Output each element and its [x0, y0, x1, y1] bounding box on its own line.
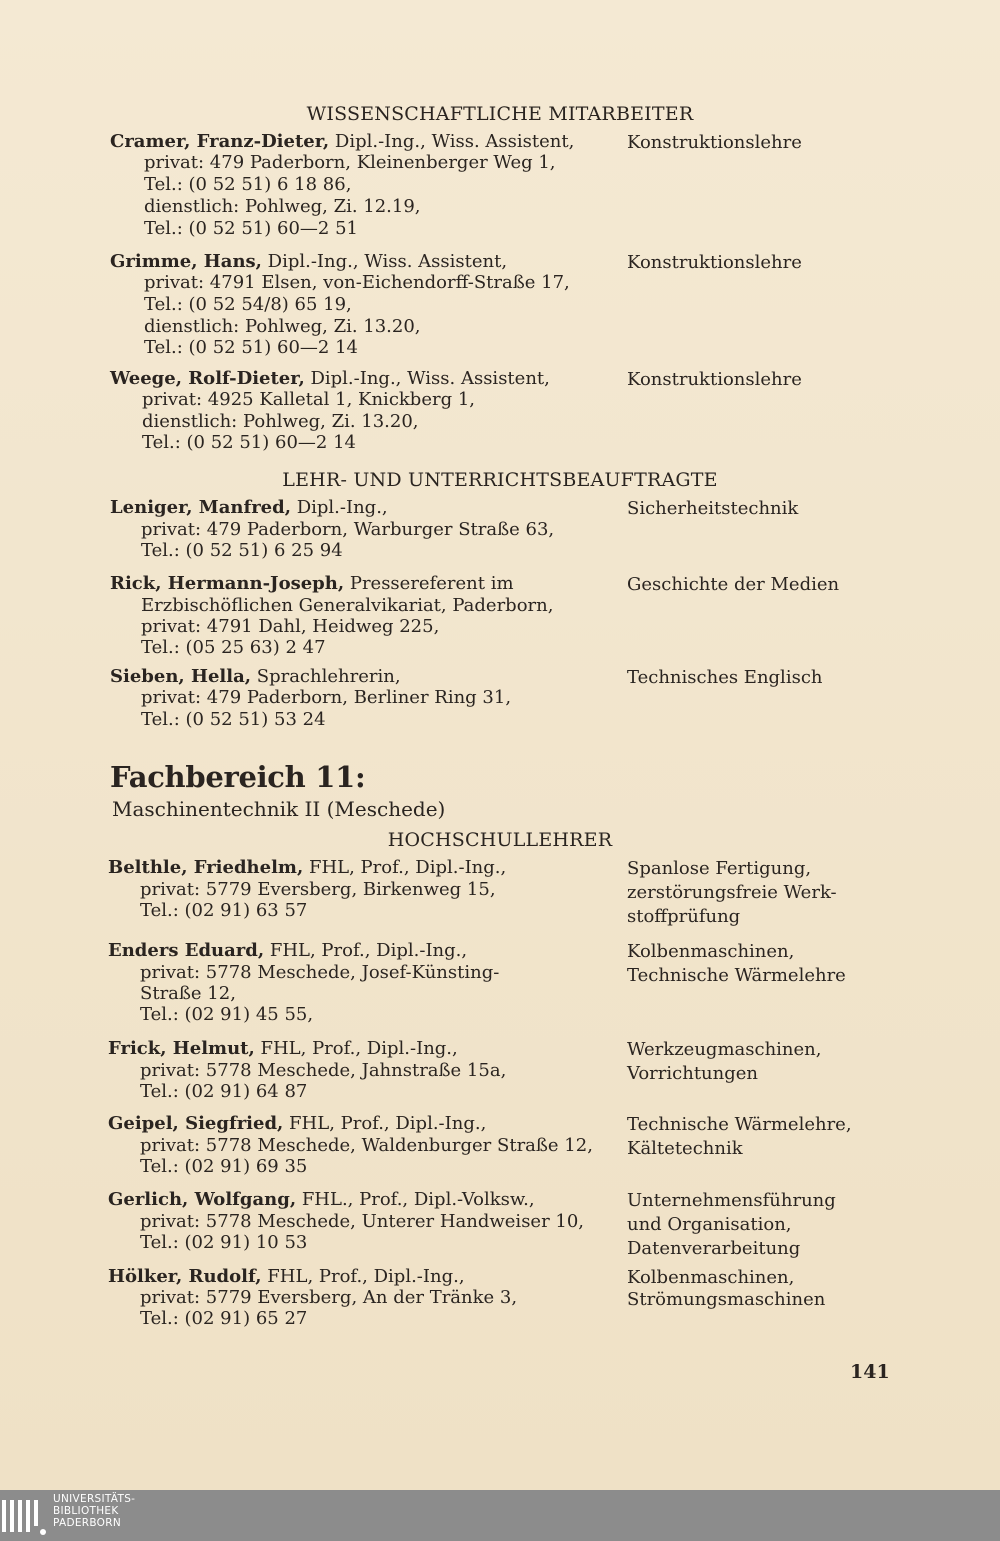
subject: Unternehmensführung: [627, 1190, 836, 1211]
subject: Strömungsmaschinen: [627, 1289, 826, 1310]
entry-line: Tel.: (02 91) 63 57: [140, 900, 308, 921]
subject: Spanlose Fertigung,: [627, 858, 812, 879]
entry-first-line: Enders Eduard, FHL, Prof., Dipl.-Ing.,: [108, 940, 468, 961]
fachbereich-title: Fachbereich 11:: [110, 760, 366, 794]
entry-first-line: Grimme, Hans, Dipl.-Ing., Wiss. Assistent,: [110, 251, 508, 272]
entry-line: privat: 5778 Meschede, Jahnstraße 15a,: [140, 1060, 507, 1081]
person-name: Weege, Rolf-Dieter,: [110, 368, 305, 389]
person-name: Leniger, Manfred,: [110, 497, 291, 518]
library-logo-icon: [2, 1496, 46, 1536]
subject: Datenverarbeitung: [627, 1238, 801, 1259]
person-name: Enders Eduard,: [108, 940, 265, 961]
entry-line: privat: 4925 Kalletal 1, Knickberg 1,: [142, 389, 475, 410]
entry-line: privat: 5778 Meschede, Josef-Künsting-: [140, 962, 500, 983]
entry-line: Tel.: (0 52 51) 53 24: [141, 709, 326, 730]
subject: Vorrichtungen: [627, 1063, 759, 1084]
entry-line: privat: 479 Paderborn, Warburger Straße 63,: [141, 519, 555, 540]
person-name: Cramer, Franz-Dieter,: [110, 131, 330, 152]
entry-line: privat: 479 Paderborn, Berliner Ring 31,: [141, 687, 512, 708]
entry-first-line: Frick, Helmut, FHL, Prof., Dipl.-Ing.,: [108, 1038, 458, 1059]
subject: Technische Wärmelehre: [627, 965, 846, 986]
entry-line: Tel.: (0 52 51) 60—2 51: [144, 218, 358, 239]
subject: Werkzeugmaschinen,: [627, 1039, 822, 1060]
subject: Geschichte der Medien: [627, 574, 840, 595]
subject: Sicherheitstechnik: [627, 498, 799, 519]
entry-line: Tel.: (0 52 51) 6 18 86,: [144, 174, 352, 195]
entry-line: Tel.: (02 91) 69 35: [140, 1156, 308, 1177]
entry-first-line: Sieben, Hella, Sprachlehrerin,: [110, 666, 401, 687]
entry-line: Erzbischöflichen Generalvikariat, Paderborn,: [141, 595, 554, 616]
entry-line: dienstlich: Pohlweg, Zi. 12.19,: [144, 196, 421, 217]
entry-line: privat: 4791 Dahl, Heidweg 225,: [141, 616, 440, 637]
fachbereich-subtitle: Maschinentechnik II (Meschede): [112, 797, 446, 821]
person-name: Belthle, Friedhelm,: [108, 857, 304, 878]
entry-first-line: Weege, Rolf-Dieter, Dipl.-Ing., Wiss. Assistent,: [110, 368, 550, 389]
entry-line: Tel.: (02 91) 45 55,: [140, 1004, 314, 1025]
entry-line: Tel.: (0 52 54/8) 65 19,: [144, 294, 352, 315]
entry-line: privat: 5778 Meschede, Waldenburger Straße 12,: [140, 1135, 593, 1156]
person-name: Frick, Helmut,: [108, 1038, 255, 1059]
entry-first-line: Geipel, Siegfried, FHL, Prof., Dipl.-Ing.,: [108, 1113, 487, 1134]
entry-line: privat: 5779 Eversberg, Birkenweg 15,: [140, 879, 496, 900]
entry-line: Tel.: (05 25 63) 2 47: [141, 637, 326, 658]
library-footer-bar: [0, 1490, 1000, 1541]
entry-line: Tel.: (02 91) 64 87: [140, 1081, 308, 1102]
subject: Kältetechnik: [627, 1138, 743, 1159]
subject: Kolbenmaschinen,: [627, 1267, 795, 1288]
library-logo-text: UNIVERSITÄTS- BIBLIOTHEK PADERBORN: [53, 1493, 136, 1529]
entry-line: Tel.: (02 91) 65 27: [140, 1308, 308, 1329]
entry-first-line: Leniger, Manfred, Dipl.-Ing.,: [110, 497, 388, 518]
entry-first-line: Belthle, Friedhelm, FHL, Prof., Dipl.-Ing.,: [108, 857, 507, 878]
subject: zerstörungsfreie Werk-: [627, 882, 837, 903]
entry-line: Tel.: (0 52 51) 60—2 14: [144, 337, 358, 358]
subject: Kolbenmaschinen,: [627, 941, 795, 962]
subject: Technisches Englisch: [627, 667, 823, 688]
entry-first-line: Cramer, Franz-Dieter, Dipl.-Ing., Wiss. Assistent,: [110, 131, 575, 152]
entry-line: privat: 5779 Eversberg, An der Tränke 3,: [140, 1287, 518, 1308]
section-heading-wiss: WISSENSCHAFTLICHE MITARBEITER: [306, 103, 694, 125]
entry-line: privat: 479 Paderborn, Kleinenberger Weg 1,: [144, 152, 556, 173]
entry-line: privat: 4791 Elsen, von-Eichendorff-Straße 17,: [144, 272, 570, 293]
entry-line: dienstlich: Pohlweg, Zi. 13.20,: [144, 316, 421, 337]
person-name: Gerlich, Wolfgang,: [108, 1189, 297, 1210]
subject: Konstruktionslehre: [627, 252, 802, 273]
entry-first-line: Gerlich, Wolfgang, FHL., Prof., Dipl.-Volksw.,: [108, 1189, 535, 1210]
entry-line: privat: 5778 Meschede, Unterer Handweiser 10,: [140, 1211, 585, 1232]
page-number: 141: [850, 1361, 890, 1383]
entry-first-line: Hölker, Rudolf, FHL, Prof., Dipl.-Ing.,: [108, 1266, 465, 1287]
entry-line: Tel.: (0 52 51) 60—2 14: [142, 432, 356, 453]
entry-first-line: Rick, Hermann-Joseph, Pressereferent im: [110, 573, 514, 594]
person-name: Sieben, Hella,: [110, 666, 252, 687]
entry-line: dienstlich: Pohlweg, Zi. 13.20,: [142, 411, 419, 432]
subject: Konstruktionslehre: [627, 132, 802, 153]
section-heading-lehr: LEHR- UND UNTERRICHTSBEAUFTRAGTE: [282, 469, 718, 491]
section-heading-hoch: HOCHSCHULLEHRER: [387, 829, 613, 851]
subject: und Organisation,: [627, 1214, 792, 1235]
entry-line: Straße 12,: [140, 983, 236, 1004]
entry-line: Tel.: (0 52 51) 6 25 94: [141, 540, 343, 561]
subject: Technische Wärmelehre,: [627, 1114, 852, 1135]
subject: Konstruktionslehre: [627, 369, 802, 390]
entry-line: Tel.: (02 91) 10 53: [140, 1232, 308, 1253]
subject: stoffprüfung: [627, 906, 741, 927]
person-name: Geipel, Siegfried,: [108, 1113, 284, 1134]
person-name: Grimme, Hans,: [110, 251, 262, 272]
person-name: Rick, Hermann-Joseph,: [110, 573, 345, 594]
person-name: Hölker, Rudolf,: [108, 1266, 262, 1287]
